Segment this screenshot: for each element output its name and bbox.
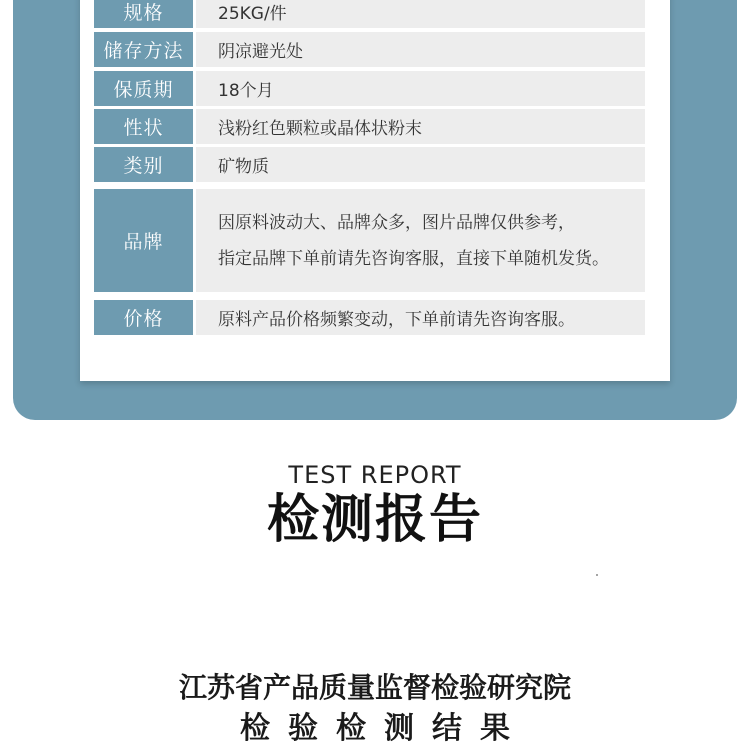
spec-label: 价格: [94, 300, 193, 335]
spec-label: 类别: [94, 147, 193, 182]
spec-value: 阴凉避光处: [196, 32, 645, 67]
report-result-heading: 检验检测结果: [240, 711, 528, 746]
spec-label: 保质期: [94, 71, 193, 106]
spec-row-storage: [94, 32, 645, 67]
spec-row-shelf-life: [94, 71, 645, 106]
spec-value: 25KG/件: [196, 0, 645, 28]
spec-row-category: [94, 147, 645, 182]
dust-speck: [596, 574, 598, 576]
spec-label: 储存方法: [94, 32, 193, 67]
spec-row-size: [94, 0, 645, 28]
report-title: 检测报告: [266, 490, 483, 550]
spec-value: 18个月: [196, 71, 645, 106]
report-title-english: TEST REPORT: [288, 461, 462, 489]
spec-row-brand: [94, 189, 645, 292]
spec-value: 原料产品价格频繁变动，下单前请先咨询客服。: [196, 300, 645, 335]
spec-value: 浅粉红色颗粒或晶体状粉末: [196, 109, 645, 144]
report-organization: 江苏省产品质量监督检验研究院: [178, 671, 571, 704]
spec-value: [196, 189, 645, 292]
spec-value-line: 因原料波动大、品牌众多，图片品牌仅供参考，: [218, 212, 575, 233]
spec-row-price: [94, 300, 645, 335]
spec-label: 规格: [94, 0, 193, 28]
spec-label: 品牌: [94, 189, 193, 292]
spec-value-line: 指定品牌下单前请先咨询客服，直接下单随机发货。: [218, 248, 609, 269]
spec-value: 矿物质: [196, 147, 645, 182]
spec-row-appearance: [94, 109, 645, 144]
spec-label: 性状: [94, 109, 193, 144]
